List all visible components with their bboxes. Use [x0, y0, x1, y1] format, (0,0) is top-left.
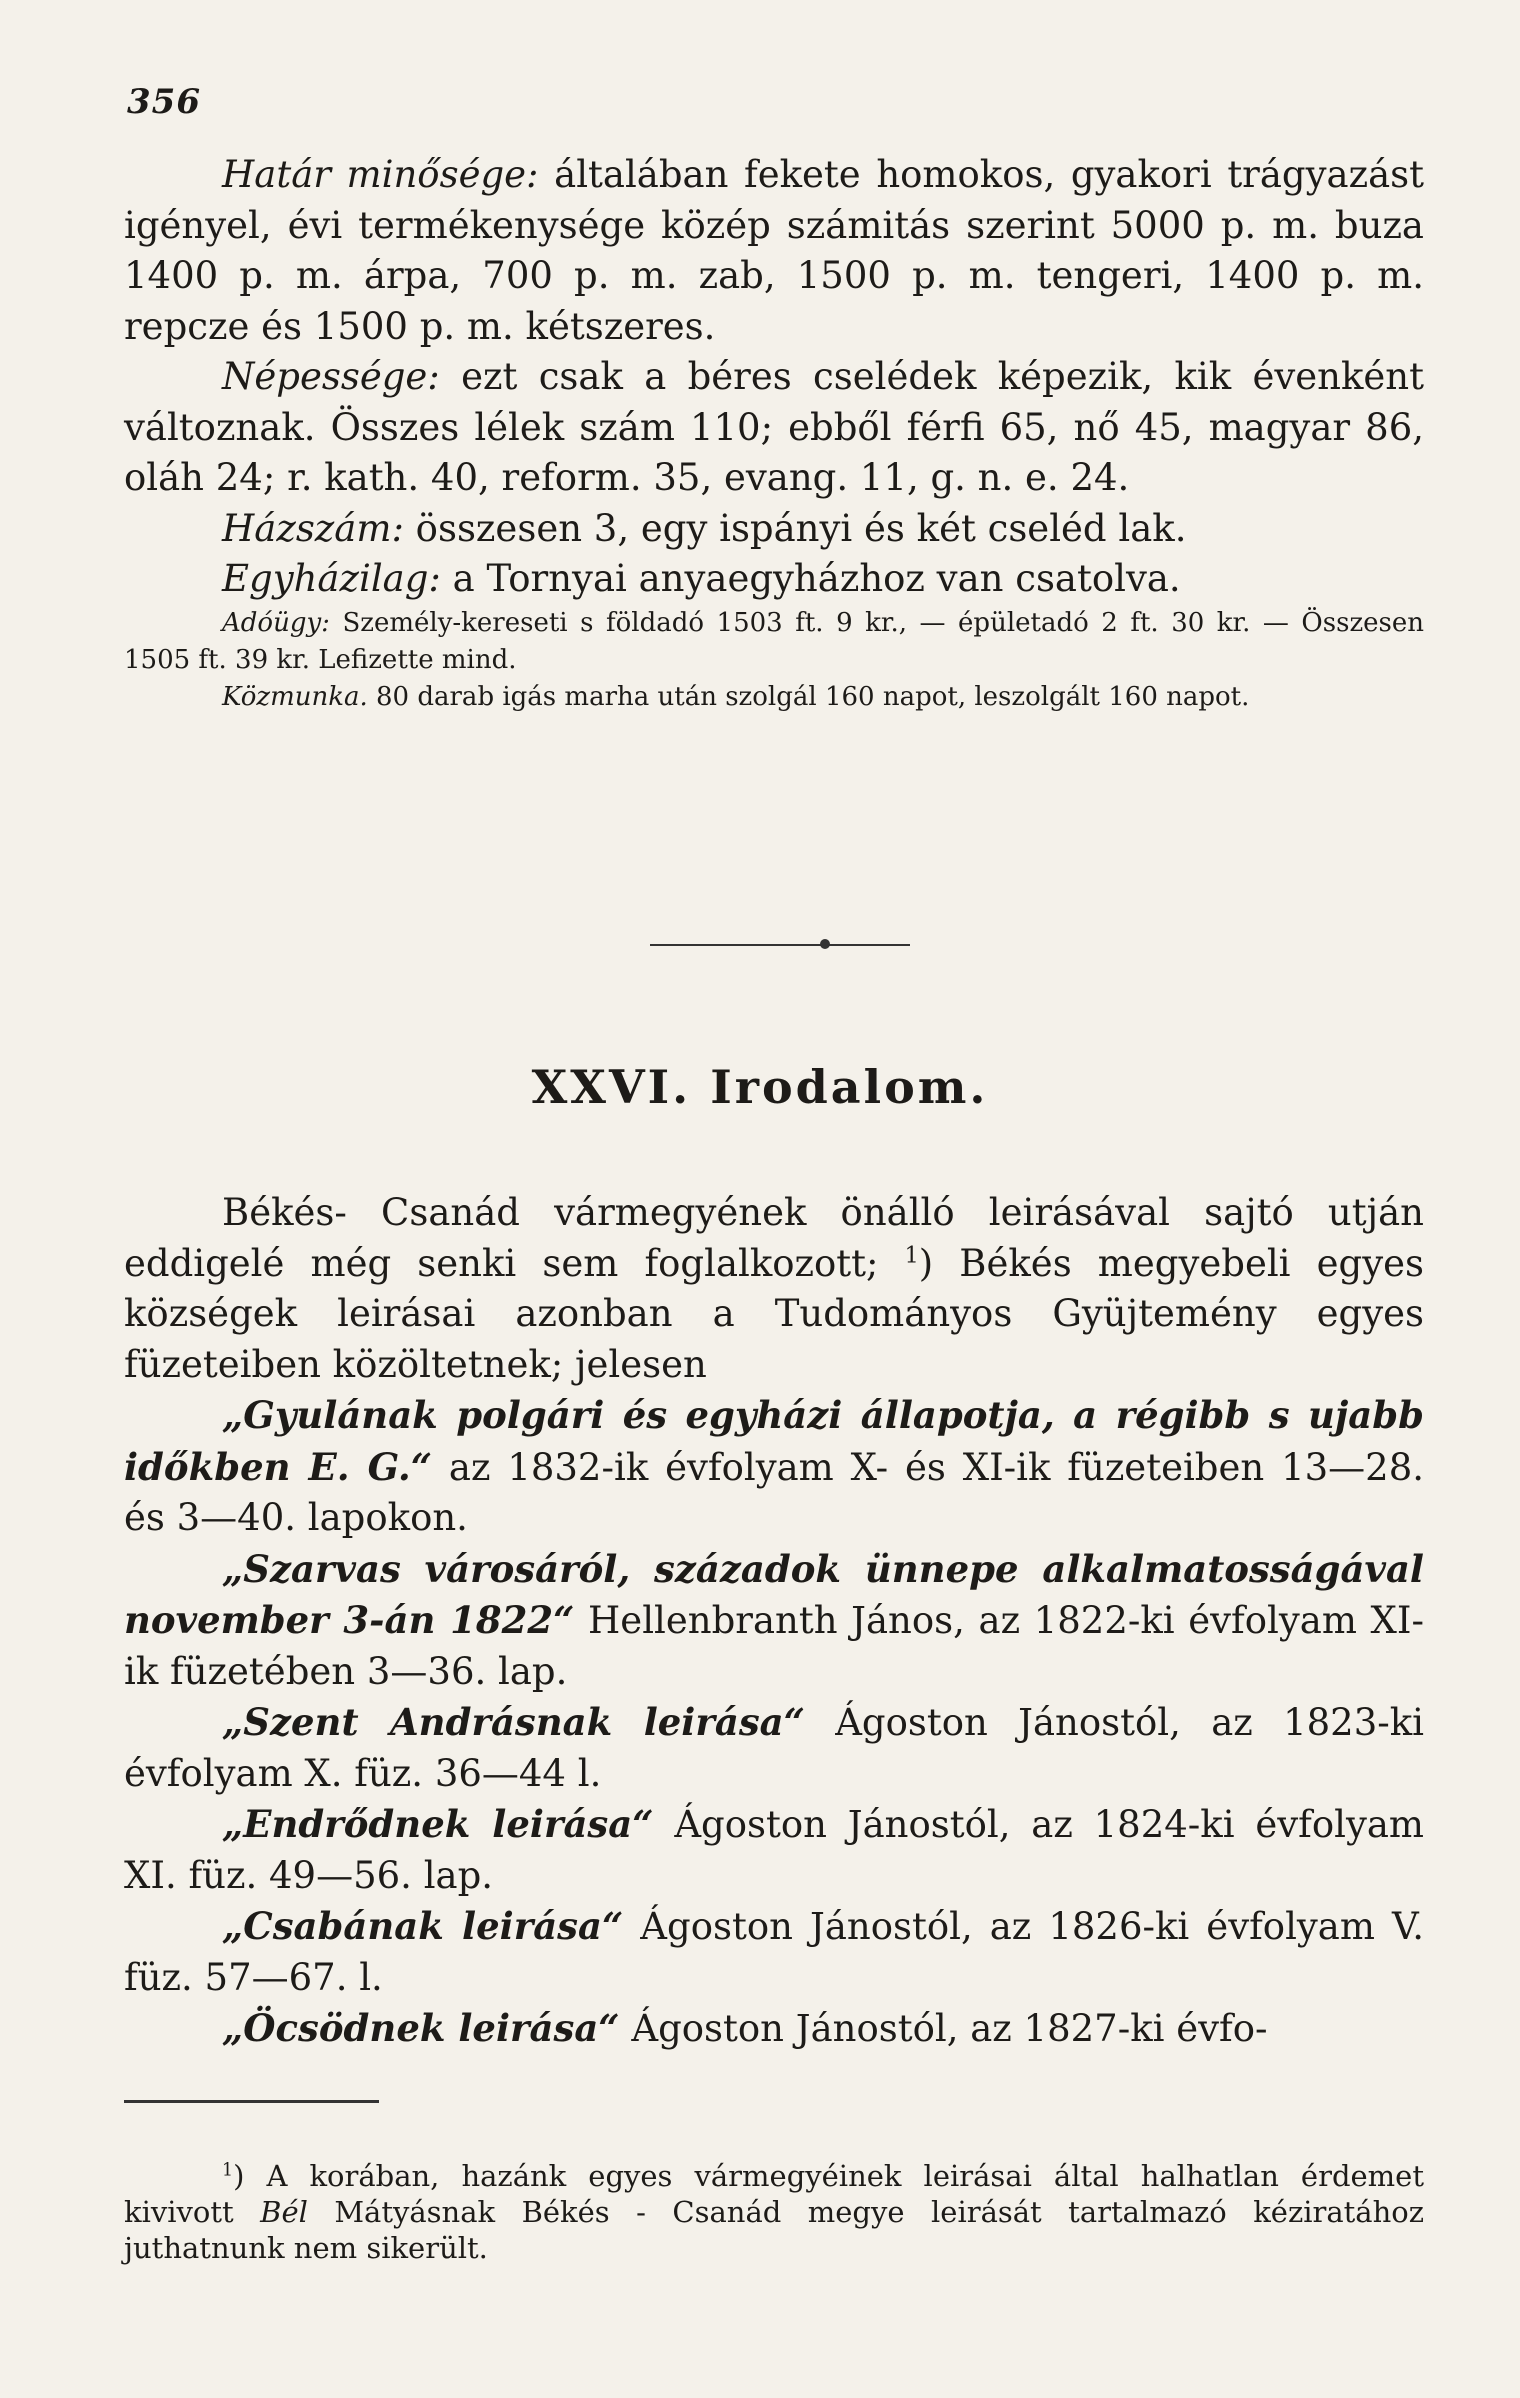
literature-section [124, 1188, 1424, 2055]
entry-szarvas: „Szarvas városáról, századok ünnepe alkalmatosságával november 3-án 1822“ Hellenbranth János, az 1822-ki évfolyam XI-ik füzetében 3—36. lap. [124, 1546, 1424, 1693]
entry-csaba: „Csabának leirása“ Ágoston Jánostól, az 1826-ki évfolyam V. füz. 57—67. l. [124, 1904, 1424, 1999]
page-number: 356 [127, 82, 201, 122]
entry-endrod: „Endrődnek leirása“ Ágoston Jánostól, az 1824-ki évfolyam XI. füz. 49—56. lap. [124, 1802, 1425, 1897]
chapter-title: Irodalom. [710, 1060, 989, 1114]
paragraph-population: Népessége: ezt csak a béres cselédek képezik, kik évenként változnak. Összes lélek szám 110; ebből férfi 65, nő 45, magyar 86, oláh 24; r. kath. 40, reform. 35, evang. 11, g. n. e. 24. [124, 355, 1424, 499]
chapter-number: XXVI. [531, 1060, 692, 1114]
chapter-heading [0, 1060, 1520, 1114]
paragraph-tax: Adóügy: Személy-kereseti s földadó 1503 ft. 9 kr., — épületadó 2 ft. 30 kr. — Összesen 1505 ft. 39 kr. Lefizette mind. [124, 607, 1424, 675]
footnote-rule [124, 2100, 379, 2103]
entry-ocsod: „Öcsödnek leirása“ Ágoston Jánostól, az 1827-ki évfo- [222, 2006, 1268, 2050]
entry-szent-andras: „Szent Andrásnak leirása“ Ágoston Jánostól, az 1823-ki évfolyam X. füz. 36—44 l. [124, 1700, 1424, 1795]
paragraph-intro: Békés- Csanád vármegyének önálló leirásával sajtó utján eddigelé még senki sem foglalkozott; $^1$) Békés megyebeli egyes községek leirásai azonban a Tudományos Gyüjtemény egyes füzeteiben közöltetnek; jelesen [124, 1191, 1424, 1386]
paragraph-public-work: Közmunka. 80 darab igás marha után szolgál 160 napot, leszolgált 160 napot. [222, 681, 1250, 712]
footnote: $^1$) A korában, hazánk egyes vármegyéinek leirásai által halhatlan érdemet kivivott Bél Mátyásnak Békés - Csanád megye leirását tartalmazó kéziratához juthatnunk nem sikerült. [124, 2159, 1425, 2265]
entry-gyula: „Gyulának polgári és egyházi állapotja, a régibb s ujabb időkben E. G.“ az 1832-ik évfolyam X- és XI-ik füzeteiben 13—28. és 3—40. lapokon. [124, 1393, 1425, 1539]
paragraph-church: Egyházilag: a Tornyai anyaegyházhoz van csatolva. [222, 557, 1181, 600]
paragraph-land-quality: Határ minősége: általában fekete homokos, gyakori trágyazást igényel, évi termékenysége közép számitás szerint 5000 p. m. buza 1400 p. m. árpa, 700 p. m. zab, 1500 p. m. tengeri, 1400 p. m. repcze és 1500 p. m. kétszeres. [124, 153, 1424, 348]
footnote-ref[interactable]: 1 [904, 1242, 919, 1269]
section-divider [650, 944, 910, 946]
village-details-section [124, 150, 1424, 716]
divider-ornament [820, 939, 830, 949]
footnote-name: Bél [260, 2195, 308, 2229]
footnote-mark: 1 [222, 2160, 234, 2181]
paragraph-house-count: Házszám: összesen 3, egy ispányi és két cseléd lak. [222, 506, 1187, 550]
